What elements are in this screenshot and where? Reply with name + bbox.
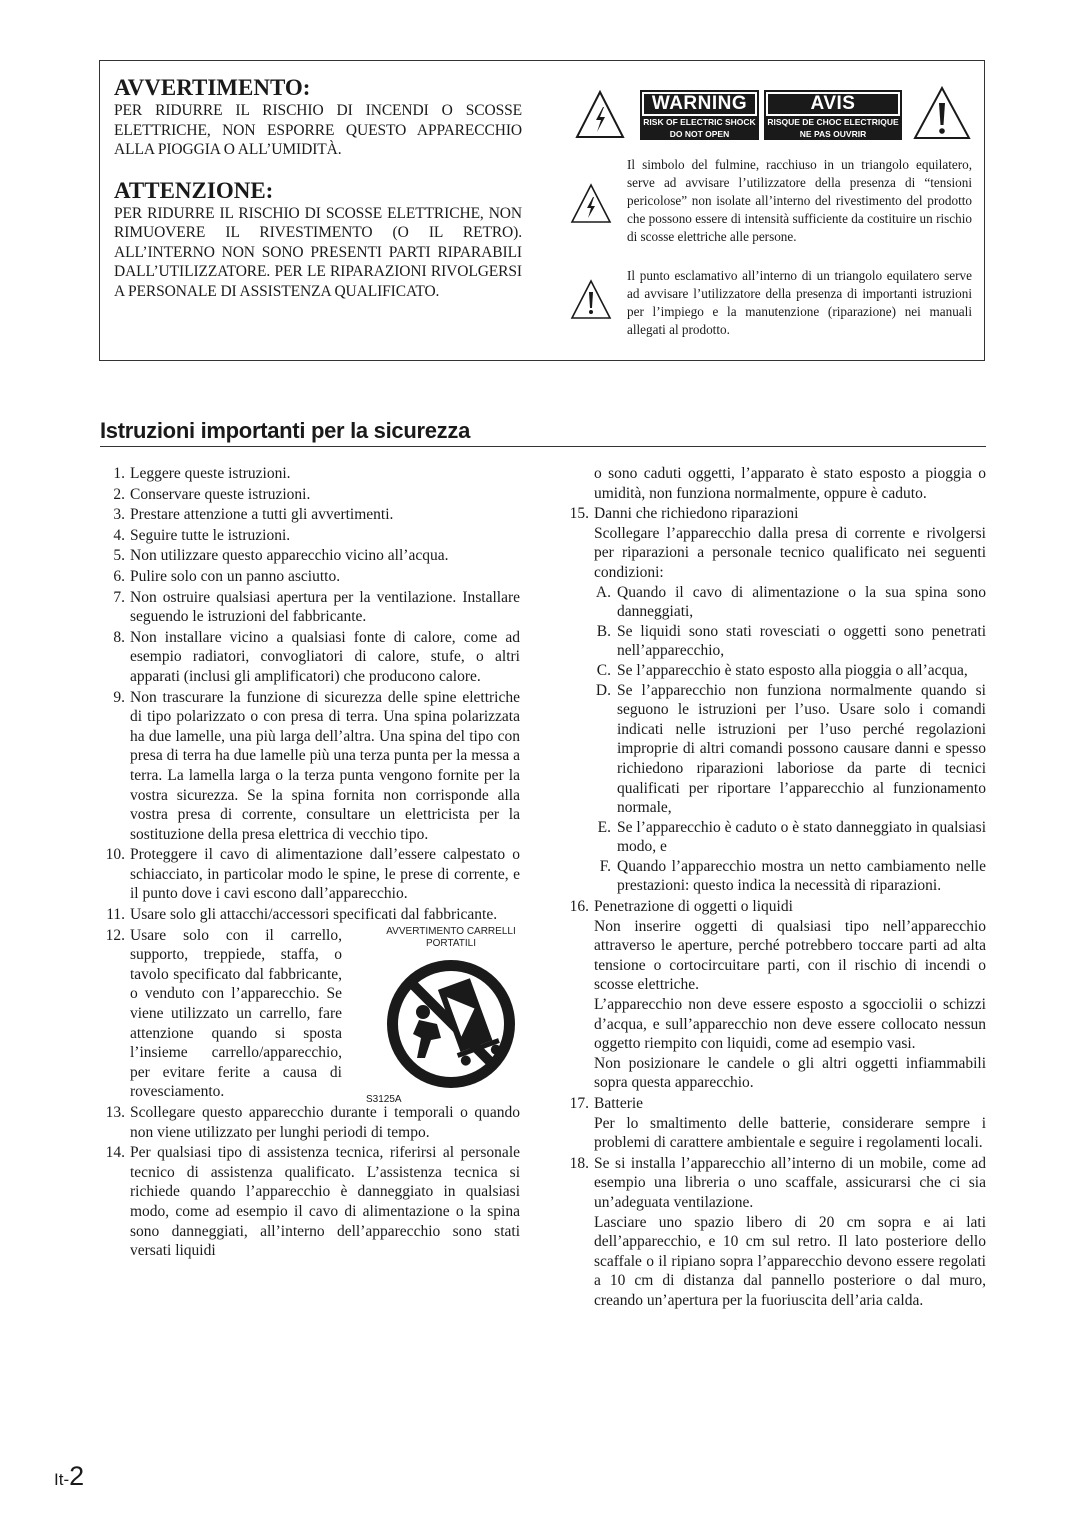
item16-p1: Non inserire oggetti di qualsiasi tipo nell’apparecchio attraverso le aperture, perché potrebbero toccare parti ad alta tensione o cortocircuitare parti, con il rischio di incendi o scosse elettriche. (594, 917, 986, 994)
lightning-description: Il simbolo del fulmine, racchiuso in un triangolo equilatero, serve ad avvisare l’utilizzatore della presenza di “tensioni pericolose” non isolate all’interno del rivestimento del prodotto che possono essere di intensità sufficiente da costituire un rischio di scosse elettriche alle persone. (627, 157, 972, 244)
left-column (100, 464, 520, 1262)
avis-label-line1: RISQUE DE CHOC ELECTRIQUE (767, 117, 899, 127)
list-item: 1. Leggere queste istruzioni. (113, 465, 291, 482)
list-item: 18. Se si installa l’apparecchio all’interno di un mobile, come ad esempio una libreria o uno scaffale, assicurarsi che ci sia un’adeguata ventilazione. Lasciare uno spazio libero di 20 cm sopra e ai lati dell’apparecchio, e 10 cm sul retro. Il lato posteriore dello scaffale o il ripiano sopra l’apparecchio devono essere regolati a 10 cm di distanza dal pannello posteriore o dal muro, creando un’apertura per la fuoriuscita dell’aria calda. (569, 1154, 986, 1309)
sub-item: D. Se l’apparecchio non funziona normalmente quando si seguono le istruzioni per l’uso. Usare solo i comandi indicati nelle istruzioni per l’uso perché regolazioni improprie di altri comandi possono causare danni e spesso richiedono riparazioni laboriose da parte di tecnici qualificati per riportare l’apparecchio al funzionamento normale, (595, 681, 986, 817)
exclamation-triangle-icon (912, 85, 972, 141)
avis-label (764, 90, 902, 140)
list-item: 15. Danni che richiedono riparazioni Scollegare l’apparecchio dalla presa di corrente e rivolgersi per riparazioni a personale tecnico qualificato nei seguenti condizioni: A. Quando il cavo di alimentazione o la sua spina sono danneggiati, B. Se liquidi sono stati rovesciati o oggetti sono penetrati nell’apparecchio, C. Se l’apparecchio è stato esposto alla pioggia o all’acqua, D. Se l’apparecchio non funziona normalmente quando si seguono le istruzioni per l’uso. Usare solo i comandi indicati nelle istruzioni per l’uso perché regolazioni improprie di altri comandi possono causare danni e spesso richiedono riparazioni laboriose da parte di tecnici qualificati per riportare l’apparecchio al funzionamento normale, E. Se l’apparecchio è caduto o è stato danneggiato in qualsiasi modo, e F. Quando l’apparecchio mostra un netto cambiamento nelle prestazioni: questo indica la necessità di riparazioni. (569, 505, 986, 895)
list-item: 8. Non installare vicino a qualsiasi fonte di calore, come ad esempio radiatori, convogliatori di calore, stufe, o altri apparati (inclusi gli amplificatori) che producono calore. (113, 628, 520, 685)
list-item: 9. Non trascurare la funzione di sicurezza delle spine elettriche di tipo polarizzato o con presa di terra. Una spina polarizzata ha due lamelle, una più larga dell’altra. Una spina del tipo con presa di terra ha due lamelle più una terza punta per la messa a terra. La lamella larga o la terza punta vengono fornite per la vostra sicurezza. Se la spina fornita non corrisponde alla vostra presa di corrente, consultare un elettricista per la sostituzione della presa elettrica di vecchio tipo. (113, 688, 520, 843)
warning-label-line1: RISK OF ELECTRIC SHOCK (643, 117, 756, 127)
sub-item: A. Quando il cavo di alimentazione o la sua spina sono danneggiati, (595, 583, 986, 621)
list-item: 3. Prestare attenzione a tutti gli avvertimenti. (113, 506, 394, 524)
sub-item: F. Quando l’apparecchio mostra un netto cambiamento nelle prestazioni: questo indica la necessità di riparazioni. (599, 857, 986, 895)
cart-tipover-icon (381, 954, 521, 1094)
warning-label-line2: DO NOT OPEN (669, 128, 730, 139)
item17-text: Per lo smaltimento delle batterie, considerare sempre i problemi di carattere ambientale e seguire i regolamenti locali. (594, 1114, 986, 1152)
item16-p3: Non posizionare le candele o gli altri oggetti infiammabili sopra questa apparecchio. (594, 1054, 986, 1092)
item16-p2: L’apparecchio non deve essere esposto a sgocciolii o schizzi d’acqua, e sull’apparecchio non deve essere collocato nessun oggetto riempito con liquidi, come ad esempio vasi. (594, 996, 986, 1053)
sub-item: E. Se l’apparecchio è caduto o è stato danneggiato in qualsiasi modo, e (597, 818, 986, 856)
exclamation-symbol-icon (570, 279, 612, 321)
attenzione-text: PER RIDURRE IL RISCHIO DI SCOSSE ELETTRICHE, NON RIMUOVERE IL RIVESTIMENTO (O IL RETRO). ALL’INTERNO NON SONO PRESENTI PARTI RIPARABILI DALL’UTILIZZATORE. PER LE RIPARAZIONI RIVOLGERSI A PERSONALE DI ASSISTENZA QUALIFICATO. (114, 204, 522, 300)
list-item: 4. Seguire tutte le istruzioni. (113, 526, 291, 544)
page-number-value: 2 (69, 1461, 85, 1491)
avvertimento-text: PER RIDURRE IL RISCHIO DI INCENDI O SCOSSE ELETTRICHE, NON ESPORRE QUESTO APPARECCHIO ALLA PIOGGIA O ALL’UMIDITÀ. (114, 102, 522, 158)
warning-box (99, 60, 985, 361)
avvertimento-title: AVVERTIMENTO: (114, 75, 311, 100)
cart-figure-code: S3125A (366, 1093, 402, 1105)
avis-label-line2: NE PAS OUVRIR (799, 128, 867, 139)
warning-label (640, 90, 759, 140)
item16-title: Penetrazione di oggetti o liquidi (594, 898, 793, 916)
list-item: 17. Batterie Per lo smaltimento delle batterie, considerare sempre i problemi di carattere ambientale e seguire i regolamenti locali. (569, 1095, 986, 1152)
cart-warning-figure (362, 926, 540, 1098)
list-item: 16. Penetrazione di oggetti o liquidi Non inserire oggetti di qualsiasi tipo nell’apparecchio attraverso le aperture, perché potrebbero toccare parti ad alta tensione o cortocircuitare parti, con il rischio di incendi o scosse elettriche. L’apparecchio non deve essere esposto a sgocciolii o schizzi d’acqua, e sull’apparecchio non deve essere collocato nessun oggetto riempito con liquidi, come ad esempio vasi. Non posizionare le candele o gli altri oggetti infiammabili sopra questa apparecchio. (569, 898, 986, 1092)
avis-label-title: AVIS (766, 92, 900, 116)
cart-item-text: Usare solo con il carrello, supporto, treppiede, staffa, o tavolo specificato dal fabbricante, o venduto con l’apparecchio. Se viene utilizzato un carrello, fare attenzione quando si sposta l’insieme carrello/apparecchio, per evitare ferite a causa di rovesciamento. (130, 926, 342, 1101)
list-item: 2. Conservare queste istruzioni. (113, 485, 311, 503)
item15-title: Danni che richiedono riparazioni (594, 505, 799, 523)
page-number-prefix: It- (54, 1470, 70, 1489)
list-item-cart: 12. Usare solo con il carrello, supporto, treppiede, staffa, o tavolo specificato dal fabbricante, o venduto con l’apparecchio. Se viene utilizzato un carrello, fare attenzione quando si sposta l’insieme carrello/apparecchio, per evitare ferite a causa di rovesciamento. AVVERTIMENTO CARRELLI PORTATILI S3125A (100, 926, 520, 1102)
warning-text-block (114, 75, 522, 301)
sub-item: C. Se l’apparecchio è stato esposto alla pioggia o all’acqua, (596, 661, 968, 679)
exclamation-description: Il punto esclamativo all’interno di un triangolo equilatero serve ad avvisare l’utilizzatore della presenza di importanti istruzioni per l’impiego e la manutenzione (riparazione) nei manuali allegati al prodotto. (627, 268, 972, 337)
list-item: 11. Usare solo gli attacchi/accessori specificati dal fabbricante. (106, 906, 498, 924)
item14-continuation: o sono caduti oggetti, l’apparato è stato esposto a pioggia o umidità, non funziona normalmente, oppure è caduto. (594, 465, 986, 502)
list-item: 7. Non ostruire qualsiasi apertura per la ventilazione. Installare seguendo le istruzioni del fabbricante. (113, 588, 520, 626)
item17-title: Batterie (594, 1095, 644, 1112)
item18-p2: Lasciare uno spazio libero di 20 cm sopra e ai lati dell’apparecchio, e 10 cm sul retro. Il lato posteriore dello scaffale o il ripiano sopra l’apparecchio devono essere regolati a 10 cm di distanza dal pannello posteriore o dal muro, creando un’apertura per la fuoriuscita dell’aria calda. (594, 1213, 986, 1309)
list-item: 14. Per qualsiasi tipo di assistenza tecnica, riferirsi al personale tecnico di assistenza qualificato. L’assistenza tecnica si richiede quando l’apparecchio è danneggiato in qualsiasi modo, come ad esempio il cavo di alimentazione o la spina sono danneggiati, all’interno dell’apparecchio sono stati versati liquidi (105, 1144, 520, 1260)
item18-p1: Se si installa l’apparecchio all’interno di un mobile, come ad esempio una libreria o uno scaffale, assicurarsi che ci sia un’adeguata ventilazione. (594, 1154, 986, 1211)
list-item: 5. Non utilizzare questo apparecchio vicino all’acqua. (113, 547, 449, 565)
cart-figure-caption: AVVERTIMENTO CARRELLI PORTATILI (386, 925, 516, 949)
lightning-triangle-icon (574, 89, 626, 141)
item15-text: Scollegare l’apparecchio dalla presa di corrente e rivolgersi per riparazioni a personale tecnico qualificato nei seguenti condizioni: (594, 524, 986, 581)
sub-item: B. Se liquidi sono stati rovesciati o oggetti sono penetrati nell’apparecchio, (596, 622, 986, 660)
page-number (54, 1461, 84, 1492)
attenzione-title: ATTENZIONE: (114, 177, 274, 203)
lightning-symbol-icon (570, 183, 612, 225)
right-column (564, 464, 986, 1312)
list-item: 6. Pulire solo con un panno asciutto. (113, 567, 341, 585)
list-item: 13. Scollegare questo apparecchio durante i temporali o quando non viene utilizzato per lunghi periodi di tempo. (105, 1104, 520, 1141)
section-title: Istruzioni importanti per la sicurezza (100, 418, 986, 447)
warning-label-title: WARNING (642, 92, 757, 116)
list-item: 10. Proteggere il cavo di alimentazione dall’essere calpestato o schiacciato, in particolar modo le spine, le prese di corrente, e il punto dove i cavi escono dall’apparecchio. (105, 846, 520, 903)
